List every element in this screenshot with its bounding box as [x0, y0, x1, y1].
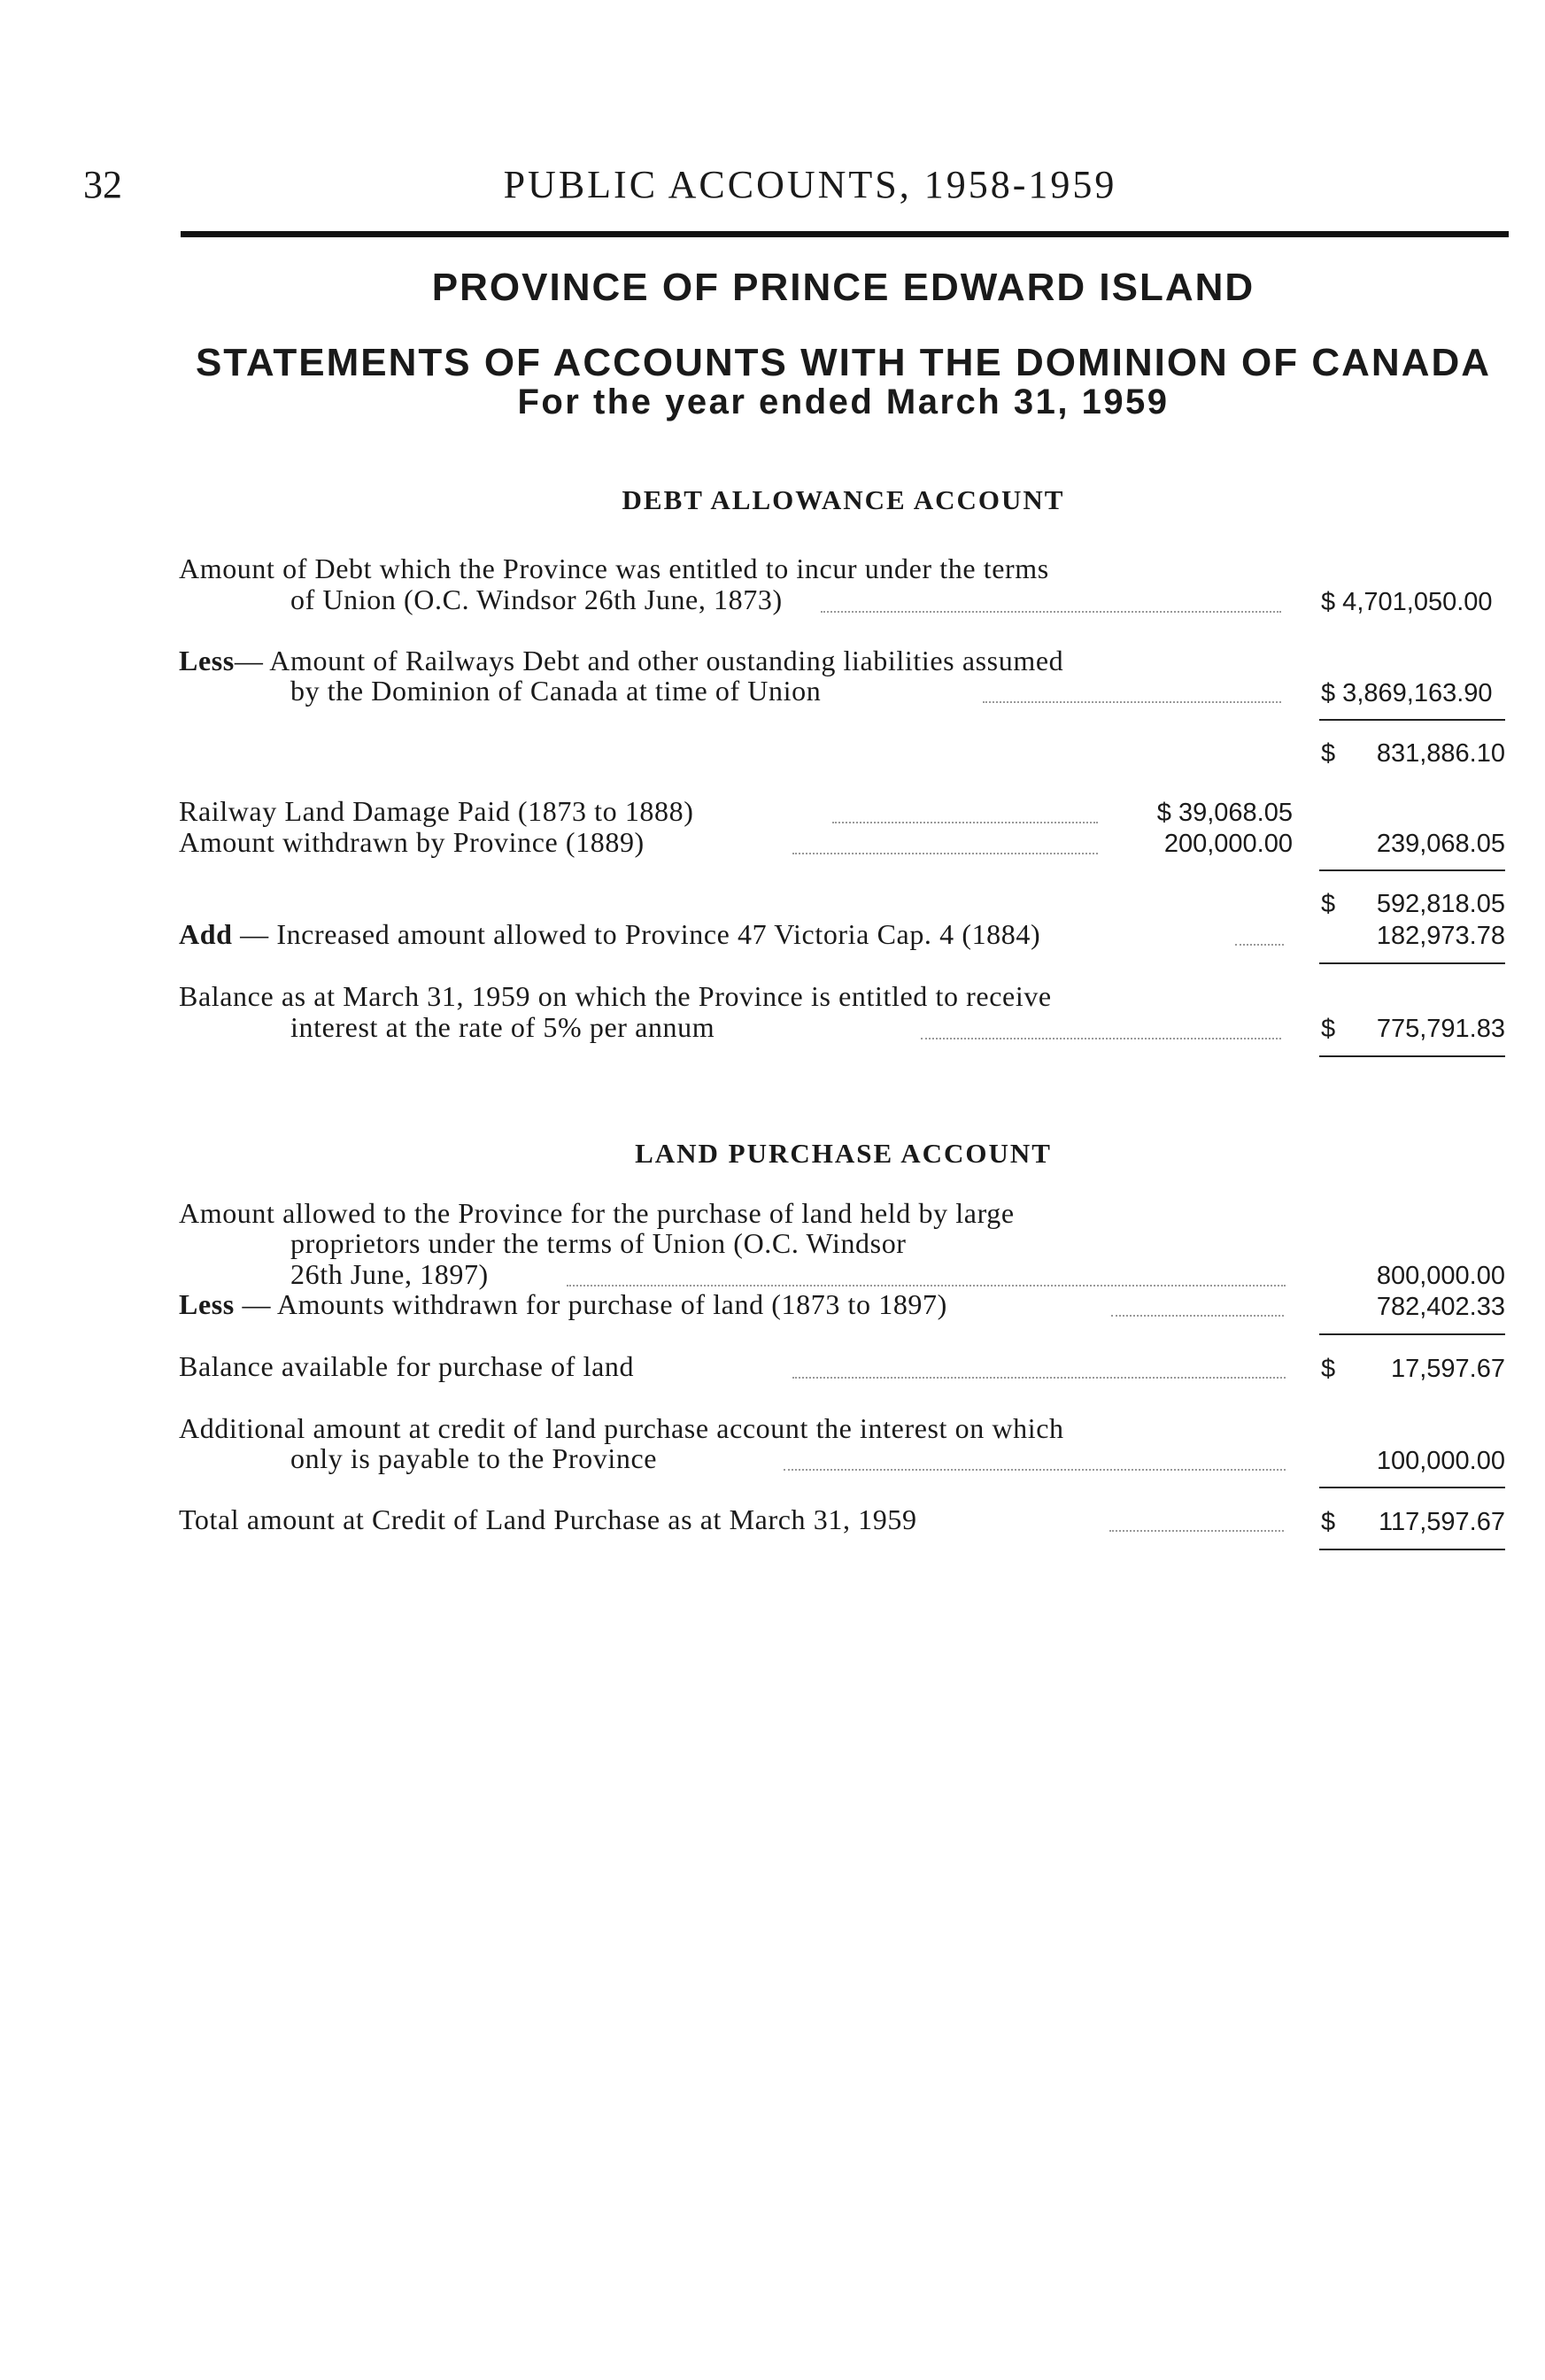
add-label: Add [179, 918, 233, 950]
period-subtitle: For the year ended March 31, 1959 [517, 382, 1170, 421]
debt-inner-4: 200,000.00 [1163, 830, 1293, 858]
statements-title: STATEMENTS OF ACCOUNTS WITH THE DOMINION OF CANADA [195, 341, 1492, 384]
leader-dots [983, 701, 1281, 703]
debt-line-6a: Balance as at March 31, 1959 on which the Province is entitled to receive [179, 980, 1052, 1012]
less-label: Less [179, 1288, 235, 1320]
total-rule [1319, 1549, 1505, 1550]
leader-dots [821, 611, 1281, 613]
debt-allowance-heading: DEBT ALLOWANCE ACCOUNT [622, 484, 1065, 515]
less-label: Less [179, 645, 235, 676]
leader-dots [784, 1469, 1286, 1471]
subtotal-rule [1319, 1333, 1505, 1335]
running-title: PUBLIC ACCOUNTS, 1958-1959 [503, 163, 1117, 206]
header-rule [181, 231, 1509, 237]
leader-dots [567, 1285, 1286, 1287]
land-total-sign: $ [1321, 1508, 1336, 1536]
debt-subtotal-1-sign: $ [1321, 739, 1336, 768]
land-line-3: Balance available for purchase of land [179, 1350, 635, 1382]
land-line-4a: Additional amount at credit of land purchase account the interest on which [179, 1412, 1064, 1444]
debt-subtotal-1: 831,886.10 [1376, 739, 1505, 768]
debt-subtotal-2-sign: $ [1321, 890, 1336, 918]
province-title: PROVINCE OF PRINCE EDWARD ISLAND [431, 266, 1255, 309]
debt-line-1a: Amount of Debt which the Province was entitled to incur under the terms [179, 552, 1049, 584]
debt-line-4: Amount withdrawn by Province (1889) [179, 826, 645, 858]
land-line-1b: proprietors under the terms of Union (O.C. Windsor [290, 1227, 907, 1259]
leader-dots [921, 1038, 1281, 1039]
land-line-4b: only is payable to the Province [290, 1442, 658, 1474]
land-amount-3-sign: $ [1321, 1355, 1336, 1383]
land-amount-2: 782,402.33 [1376, 1293, 1505, 1321]
debt-balance-sign: $ [1321, 1015, 1336, 1043]
leader-dots [792, 1377, 1286, 1379]
debt-line-5-text: — Increased amount allowed to Province 47 Victoria Cap. 4 (1884) [240, 918, 1041, 950]
debt-inner-3: $ 39,068.05 [1156, 799, 1293, 827]
debt-line-6b: interest at the rate of 5% per annum [290, 1011, 715, 1043]
land-line-1a: Amount allowed to the Province for the purchase of land held by large [179, 1197, 1015, 1229]
debt-amount-4: 239,068.05 [1376, 830, 1505, 858]
debt-line-3: Railway Land Damage Paid (1873 to 1888) [179, 795, 694, 827]
balance-rule [1319, 1055, 1505, 1057]
subtotal-rule [1319, 719, 1505, 721]
debt-line-2a-text: — Amount of Railways Debt and other oustanding liabilities assumed [234, 645, 1064, 676]
debt-balance: 775,791.83 [1376, 1015, 1505, 1043]
debt-amount-1: $ 4,701,050.00 [1321, 588, 1493, 616]
debt-amount-5: 182,973.78 [1376, 922, 1505, 950]
debt-line-2a [179, 645, 1063, 677]
land-line-5: Total amount at Credit of Land Purchase as at March 31, 1959 [179, 1503, 917, 1535]
land-amount-4: 100,000.00 [1376, 1447, 1505, 1475]
land-amount-3: 17,597.67 [1390, 1355, 1505, 1383]
debt-line-5 [179, 918, 1040, 951]
land-purchase-heading: LAND PURCHASE ACCOUNT [635, 1138, 1052, 1169]
land-total: 117,597.67 [1379, 1508, 1505, 1536]
debt-line-1b: of Union (O.C. Windsor 26th June, 1873) [290, 583, 783, 615]
debt-line-2b: by the Dominion of Canada at time of Union [290, 675, 822, 707]
leader-dots [1111, 1315, 1284, 1317]
land-line-1c: 26th June, 1897) [290, 1258, 489, 1290]
leader-dots [1109, 1530, 1284, 1532]
debt-amount-2: $ 3,869,163.90 [1321, 679, 1493, 707]
leader-dots [1235, 944, 1284, 946]
debt-subtotal-2: 592,818.05 [1376, 890, 1505, 918]
subtotal-rule [1319, 962, 1505, 964]
leader-dots [832, 822, 1098, 823]
page-number: 32 [83, 163, 122, 206]
land-line-2 [179, 1288, 947, 1321]
subtotal-rule [1319, 869, 1505, 871]
subtotal-rule [1319, 1487, 1505, 1488]
land-line-2-text: — Amounts withdrawn for purchase of land (1873 to 1897) [242, 1288, 947, 1320]
land-amount-1: 800,000.00 [1376, 1262, 1505, 1290]
leader-dots [792, 853, 1098, 854]
